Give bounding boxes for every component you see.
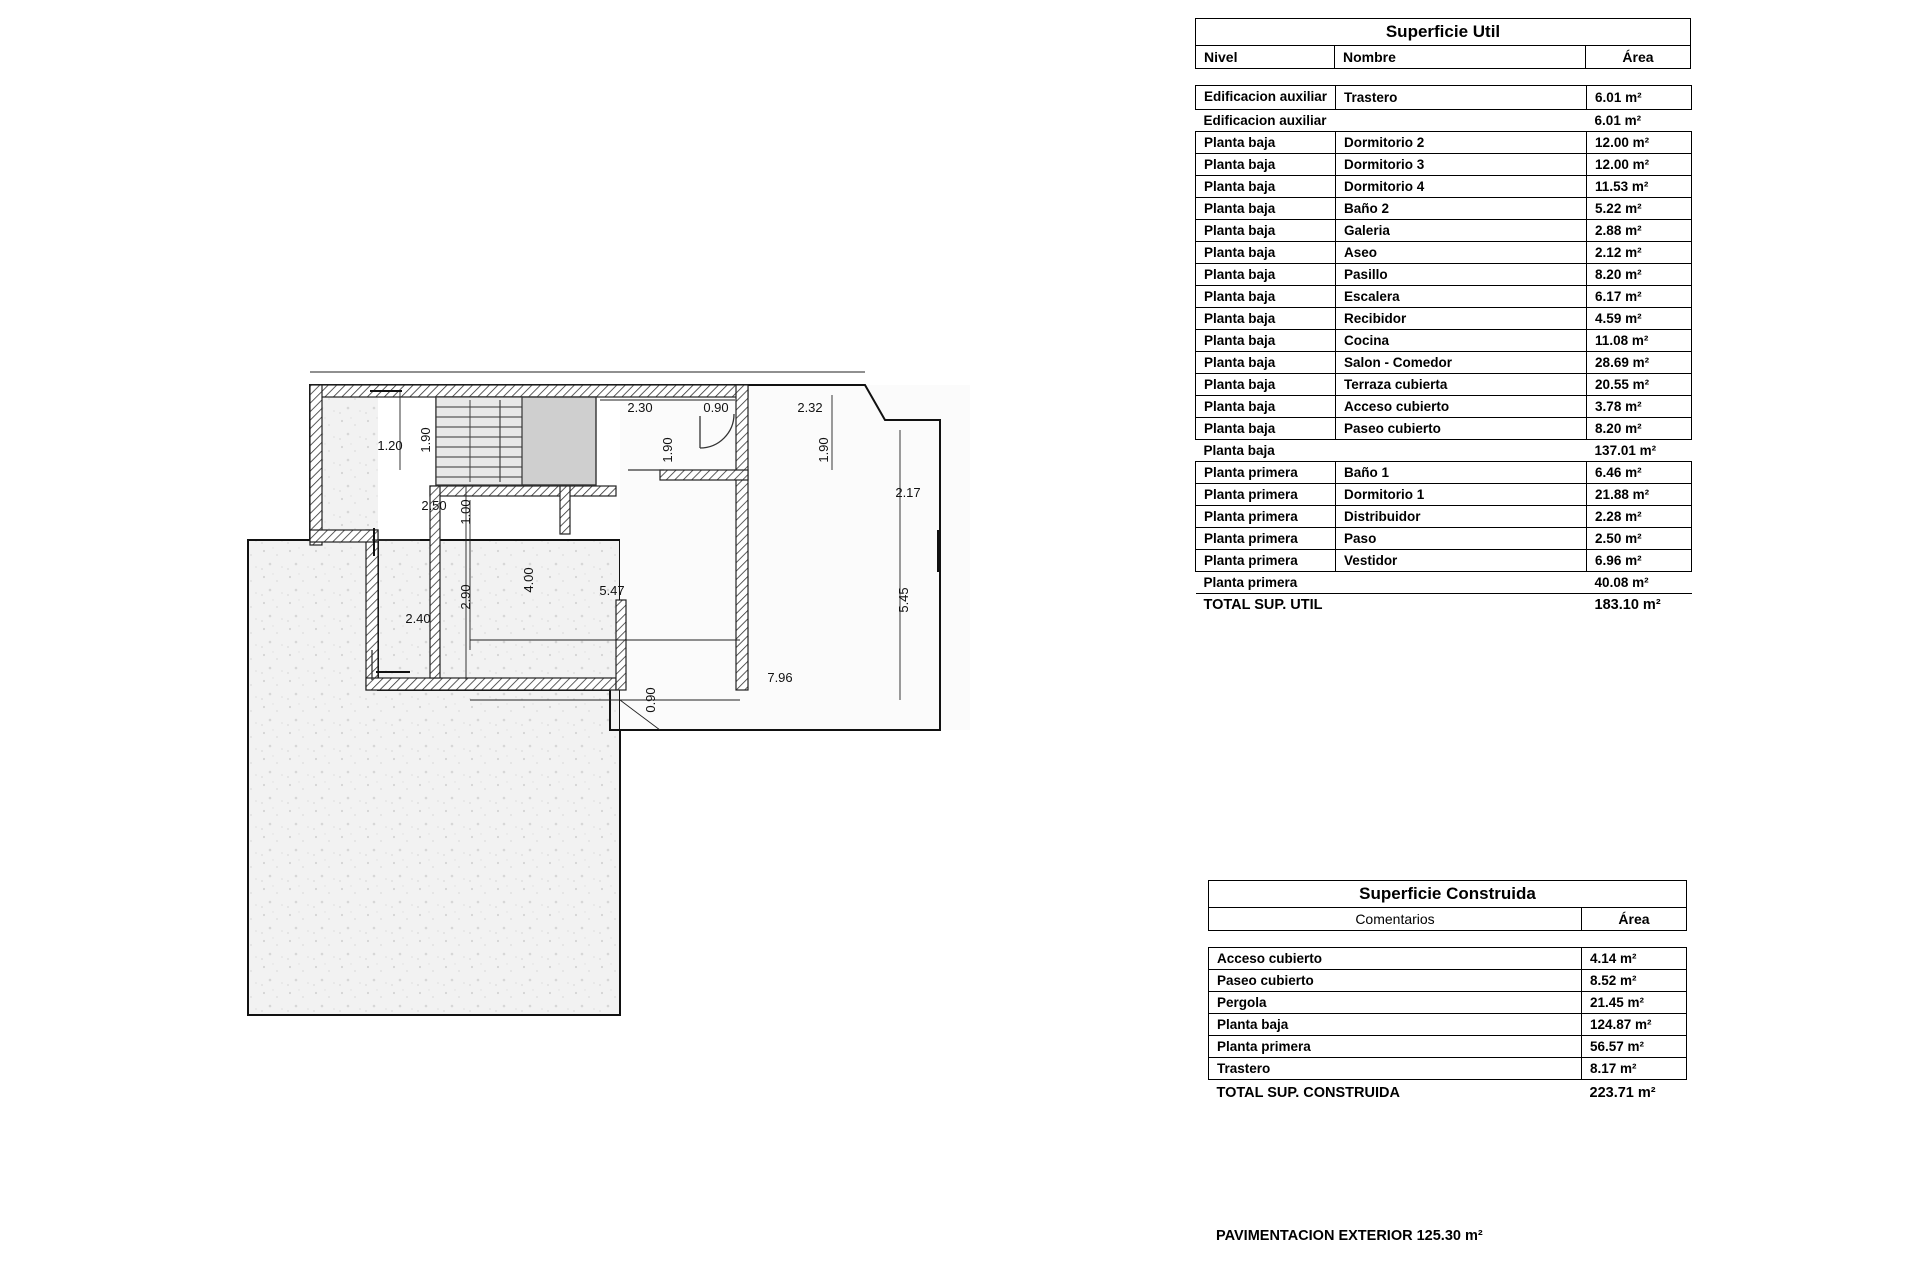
superficie-construida-header-table	[1208, 880, 1687, 931]
cell-area: 2.12 m²	[1587, 241, 1692, 263]
dim-7-96: 7.96	[767, 670, 793, 685]
cell-area: 12.00 m²	[1587, 131, 1692, 153]
col-header-nombre: Nombre	[1335, 46, 1586, 69]
cell-area: 4.59 m²	[1587, 307, 1692, 329]
cell-nivel: Planta baja	[1196, 175, 1336, 197]
table-row	[1209, 948, 1687, 970]
table-row	[1196, 329, 1692, 351]
dim-0-90-a: 0.90	[703, 400, 729, 415]
cell-nombre: Escalera	[1336, 285, 1587, 307]
cell-comentario: Acceso cubierto	[1209, 948, 1582, 970]
superficie-construida-title: Superficie Construida	[1209, 881, 1687, 908]
cell-comentario: Planta baja	[1209, 1014, 1582, 1036]
dim-1-90-b: 1.90	[660, 437, 675, 463]
subtotal-area: 40.08 m²	[1587, 571, 1692, 593]
subtotal-row-planta-primera	[1196, 571, 1692, 593]
cell-nombre: Terraza cubierta	[1336, 373, 1587, 395]
subtotal-area: 137.01 m²	[1587, 439, 1692, 461]
table-row	[1196, 505, 1692, 527]
cell-area: 5.22 m²	[1587, 197, 1692, 219]
superficie-util-body-table	[1195, 85, 1692, 616]
dim-2-90: 2.90	[458, 584, 473, 610]
cell-nivel: Planta baja	[1196, 285, 1336, 307]
cell-nivel: Planta baja	[1196, 197, 1336, 219]
table-row	[1209, 970, 1687, 992]
subtotal-label: Edificacion auxiliar	[1196, 109, 1587, 131]
cell-nivel: Planta baja	[1196, 373, 1336, 395]
cell-nombre: Vestidor	[1336, 549, 1587, 571]
dim-1-20: 1.20	[377, 438, 403, 453]
cell-nombre: Trastero	[1336, 86, 1587, 110]
cell-nombre: Aseo	[1336, 241, 1587, 263]
table-row	[1196, 197, 1692, 219]
cell-area: 6.01 m²	[1587, 86, 1692, 110]
table-row	[1196, 241, 1692, 263]
cell-nombre: Dormitorio 1	[1336, 483, 1587, 505]
cell-area: 6.96 m²	[1587, 549, 1692, 571]
subtotal-row-planta-baja	[1196, 439, 1692, 461]
cell-nivel: Edificacion auxiliar	[1196, 86, 1336, 110]
table-row	[1196, 461, 1692, 483]
cell-nivel: Planta baja	[1196, 417, 1336, 439]
table-row	[1196, 219, 1692, 241]
cell-nombre: Dormitorio 4	[1336, 175, 1587, 197]
subtotal-label: Planta baja	[1196, 439, 1587, 461]
cell-nombre: Galeria	[1336, 219, 1587, 241]
cell-nombre: Dormitorio 2	[1336, 131, 1587, 153]
dim-2-30: 2.30	[627, 400, 653, 415]
cell-nivel: Planta primera	[1196, 549, 1336, 571]
cell-nombre: Recibidor	[1336, 307, 1587, 329]
table-row	[1196, 549, 1692, 571]
cell-area: 2.88 m²	[1587, 219, 1692, 241]
table-title-row	[1196, 19, 1691, 46]
cell-nombre: Dormitorio 3	[1336, 153, 1587, 175]
table-header-row	[1196, 46, 1691, 69]
cell-area: 11.08 m²	[1587, 329, 1692, 351]
dim-2-40: 2.40	[405, 611, 431, 626]
subtotal-label: Planta primera	[1196, 571, 1587, 593]
cell-nombre: Acceso cubierto	[1336, 395, 1587, 417]
cell-nivel: Planta primera	[1196, 483, 1336, 505]
col-header-area: Área	[1582, 908, 1687, 931]
cell-nombre: Pasillo	[1336, 263, 1587, 285]
table-row	[1196, 175, 1692, 197]
table-row	[1196, 527, 1692, 549]
cell-comentario: Trastero	[1209, 1058, 1582, 1080]
cell-area: 8.20 m²	[1587, 417, 1692, 439]
table-header-row	[1209, 908, 1687, 931]
table-row	[1209, 1014, 1687, 1036]
table-row	[1209, 992, 1687, 1014]
cell-nivel: Planta baja	[1196, 131, 1336, 153]
cell-area: 124.87 m²	[1582, 1014, 1687, 1036]
dim-2-32: 2.32	[797, 400, 823, 415]
cell-nombre: Paseo cubierto	[1336, 417, 1587, 439]
cell-nombre: Paso	[1336, 527, 1587, 549]
cell-area: 12.00 m²	[1587, 153, 1692, 175]
table-row	[1209, 1036, 1687, 1058]
total-row-construida	[1209, 1080, 1687, 1105]
cell-nivel: Planta baja	[1196, 307, 1336, 329]
table-row	[1196, 86, 1692, 110]
table-row	[1196, 263, 1692, 285]
dim-5-47: 5.47	[599, 583, 625, 598]
cell-comentario: Paseo cubierto	[1209, 970, 1582, 992]
cell-nivel: Planta baja	[1196, 263, 1336, 285]
pavimentacion-exterior-note: PAVIMENTACION EXTERIOR 125.30 m²	[1216, 1228, 1483, 1244]
total-area: 223.71 m²	[1589, 1085, 1656, 1101]
dim-5-45: 5.45	[896, 587, 911, 613]
cell-area: 6.46 m²	[1587, 461, 1692, 483]
superficie-util-title: Superficie Util	[1196, 19, 1691, 46]
cell-area: 11.53 m²	[1587, 175, 1692, 197]
cell-nivel: Planta baja	[1196, 329, 1336, 351]
dim-1-90-a: 1.90	[418, 427, 433, 453]
table-row	[1196, 351, 1692, 373]
cell-area: 2.28 m²	[1587, 505, 1692, 527]
dim-1-00: 1.00	[458, 499, 473, 525]
superficie-util-header-table	[1195, 18, 1691, 69]
total-area: 183.10 m²	[1594, 596, 1661, 613]
cell-area: 4.14 m²	[1582, 948, 1687, 970]
cell-area: 8.52 m²	[1582, 970, 1687, 992]
total-label: TOTAL SUP. UTIL	[1203, 596, 1323, 613]
cell-area: 21.45 m²	[1582, 992, 1687, 1014]
staircase	[436, 397, 596, 485]
col-header-nivel: Nivel	[1196, 46, 1335, 69]
dim-0-90-b: 0.90	[643, 687, 658, 713]
total-label: TOTAL SUP. CONSTRUIDA	[1216, 1085, 1400, 1101]
table-row	[1196, 153, 1692, 175]
cell-nombre: Salon - Comedor	[1336, 351, 1587, 373]
table-row	[1196, 131, 1692, 153]
cell-comentario: Planta primera	[1209, 1036, 1582, 1058]
cell-nivel: Planta baja	[1196, 153, 1336, 175]
dim-1-90-c: 1.90	[816, 437, 831, 463]
superficie-util-panel	[1195, 18, 1692, 616]
table-row	[1196, 373, 1692, 395]
cell-area: 21.88 m²	[1587, 483, 1692, 505]
table-row	[1209, 1058, 1687, 1080]
cell-area: 56.57 m²	[1582, 1036, 1687, 1058]
table-row	[1196, 395, 1692, 417]
cell-area: 3.78 m²	[1587, 395, 1692, 417]
table-row	[1196, 483, 1692, 505]
table-row	[1196, 307, 1692, 329]
cell-nivel: Planta primera	[1196, 527, 1336, 549]
cell-nivel: Planta primera	[1196, 505, 1336, 527]
cell-nombre: Baño 2	[1336, 197, 1587, 219]
cell-nombre: Baño 1	[1336, 461, 1587, 483]
table-row	[1196, 285, 1692, 307]
cell-nivel: Planta baja	[1196, 219, 1336, 241]
cell-area: 8.17 m²	[1582, 1058, 1687, 1080]
cell-nivel: Planta primera	[1196, 461, 1336, 483]
col-header-area: Área	[1586, 46, 1691, 69]
superficie-construida-panel	[1208, 880, 1687, 1104]
superficie-construida-body-table	[1208, 947, 1687, 1104]
cell-nombre: Distribuidor	[1336, 505, 1587, 527]
cell-area: 28.69 m²	[1587, 351, 1692, 373]
cell-area: 20.55 m²	[1587, 373, 1692, 395]
col-header-comentarios: Comentarios	[1209, 908, 1582, 931]
cell-comentario: Pergola	[1209, 992, 1582, 1014]
table-title-row	[1209, 881, 1687, 908]
dim-2-50: 2.50	[421, 498, 447, 513]
cell-nombre: Cocina	[1336, 329, 1587, 351]
cell-area: 2.50 m²	[1587, 527, 1692, 549]
dim-4-00: 4.00	[521, 567, 536, 593]
cell-nivel: Planta baja	[1196, 241, 1336, 263]
total-row-util	[1196, 593, 1692, 616]
cell-area: 6.17 m²	[1587, 285, 1692, 307]
subtotal-row-edificacion-auxiliar	[1196, 109, 1692, 131]
subtotal-area: 6.01 m²	[1587, 109, 1692, 131]
cell-area: 8.20 m²	[1587, 263, 1692, 285]
cell-nivel: Planta baja	[1196, 395, 1336, 417]
dim-2-17: 2.17	[895, 485, 921, 500]
table-row	[1196, 417, 1692, 439]
cell-nivel: Planta baja	[1196, 351, 1336, 373]
